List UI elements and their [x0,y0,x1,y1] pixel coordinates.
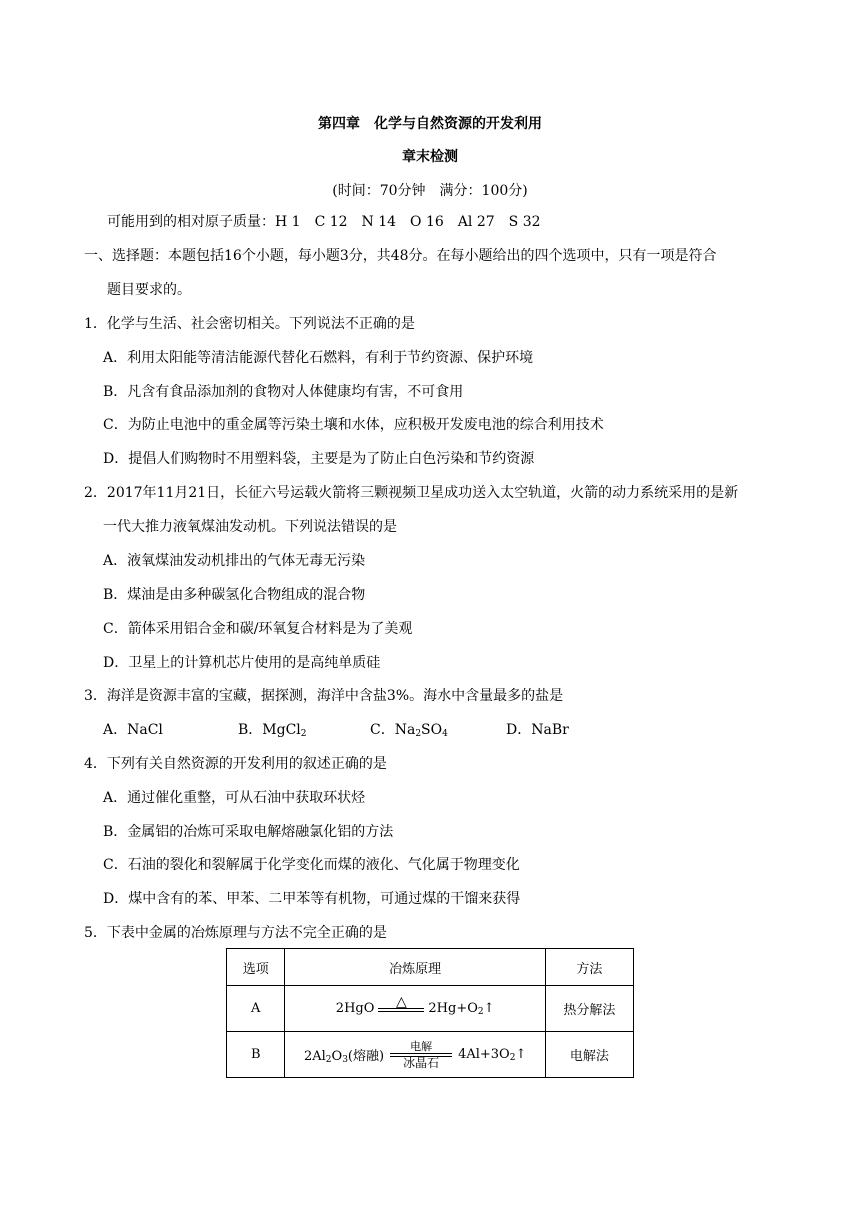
section-title: 章末检测 [402,149,458,165]
q1-option-b: B．凡含有食品添加剂的食物对人体健康均有害，不可食用 [103,384,464,400]
q4-option-c: C．石油的裂化和裂解属于化学变化而煤的液化、气化属于物理变化 [103,857,520,873]
equation-b: $2Al_2O_3$(熔融) 电解 冰晶石 $4Al+3O_2↑$ [303,1039,527,1070]
q3-stem: 3．海洋是资源丰富的宝藏，据探测，海洋中含盐3%。海水中含量最多的盐是 [84,688,564,704]
condition-bottom-label: 冰晶石 [403,1055,440,1070]
q5-stem: 5．下表中金属的冶炼原理与方法不完全正确的是 [84,925,387,941]
equals-bar [378,1008,424,1012]
q5-table [226,948,634,1078]
q5-header-option: 选项 [227,949,285,986]
q3-option-c: C．$Na_2SO_4$ [370,722,448,739]
q2-stem-line1: 2．2017年11月21日，长征六号运载火箭将三颗视频卫星成功送入太空轨道，火箭的动力系统采用的是新 [84,485,739,501]
table-row [227,986,634,1032]
q4-option-d: D．煤中含有的苯、甲苯、二甲苯等有机物，可通过煤的干馏来获得 [103,891,521,907]
q1-stem: 1．化学与生活、社会密切相关。下列说法不正确的是 [84,316,415,332]
q2-option-d: D．卫星上的计算机芯片使用的是高纯单质硅 [103,655,381,671]
heat-symbol: △ [396,994,407,1010]
q3-option-a: A．NaCl [103,722,163,738]
chapter-title: 第四章 化学与自然资源的开发利用 [318,116,542,132]
q2-option-a: A．液氧煤油发动机排出的气体无毒无污染 [103,553,366,569]
equation-a: 2HgO △ $2Hg+O_2↑$ [336,996,495,1021]
q5-row-a-method: 热分解法 [545,986,633,1032]
q5-row-a-option: A [227,986,285,1032]
q2-stem-line2: 一代大推力液氧煤油发动机。下列说法错误的是 [103,519,397,535]
reaction-condition-b [390,1040,452,1070]
q5-row-b-method: 电解法 [545,1032,633,1078]
q4-option-a: A．通过催化重整，可从石油中获取环状烃 [103,790,366,806]
q5-row-a-principle [285,986,545,1032]
q1-option-d: D．提倡人们购物时不用塑料袋，主要是为了防止白色污染和节约资源 [103,451,535,467]
q5-table-header-row [227,949,634,986]
q1-option-c: C．为防止电池中的重金属等污染土壤和水体，应积极开发废电池的综合利用技术 [103,417,604,433]
q3-option-b: B．MgCl$_2$ [238,722,307,739]
condition-top-label: 电解 [410,1039,433,1053]
section1-instructions-line1: 一、选择题：本题包括16个小题，每小题3分，共48分。在每小题给出的四个选项中，只有一项是符合 [84,248,717,264]
q5-row-b-principle [285,1032,545,1078]
q5-header-principle: 冶炼原理 [285,949,545,986]
q5-row-b-option: B [227,1032,285,1078]
table-row [227,1032,634,1078]
q4-option-b: B．金属铝的冶炼可采取电解熔融氯化铝的方法 [103,824,394,840]
q2-option-c: C．箭体采用铝合金和碳/环氧复合材料是为了美观 [103,621,413,637]
section1-instructions-line2: 题目要求的。 [107,282,191,298]
atomic-masses: 可能用到的相对原子质量：H 1 C 12 N 14 O 16 Al 27 S 32 [107,214,541,230]
q4-stem: 4．下列有关自然资源的开发利用的叙述正确的是 [84,756,387,772]
q3-option-d: D．NaBr [506,722,569,738]
reaction-condition-a [378,996,424,1021]
q2-option-b: B．煤油是由多种碳氢化合物组成的混合物 [103,587,366,603]
q1-option-a: A．利用太阳能等清洁能源代替化石燃料，有利于节约资源、保护环境 [103,350,534,366]
q5-header-method: 方法 [545,949,633,986]
time-info: (时间：70分钟 满分：100分) [332,183,528,199]
